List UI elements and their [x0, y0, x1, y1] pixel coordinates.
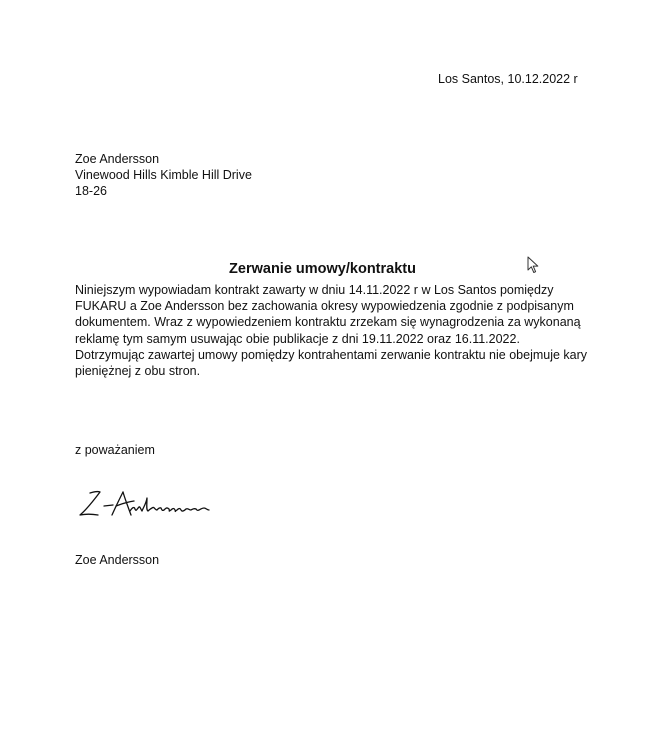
- body-line: pieniężnej z obu stron.: [75, 364, 201, 379]
- sender-street: Vinewood Hills Kimble Hill Drive: [75, 168, 252, 182]
- body-line: Dotrzymując zawartej umowy pomiędzy kontrahentami zerwanie kontraktu nie obejmuje kary: [75, 347, 588, 362]
- letter-title: Zerwanie umowy/kontraktu: [229, 261, 416, 277]
- sender-address-block: [75, 151, 252, 199]
- letter-body: [75, 282, 588, 379]
- body-line: Niniejszym wypowiadam kontrakt zawarty w dniu 14.11.2022 r w Los Santos pomiędzy: [75, 283, 554, 297]
- body-line: dokumentem. Wraz z wypowiedzeniem kontraktu zrzekam się wynagrodzenia za wykonaną: [75, 315, 581, 330]
- body-line: FUKARU a Zoe Andersson bez zachowania okresy wypowiedzenia zgodnie z podpisanym: [75, 299, 574, 314]
- handwritten-signature: [76, 484, 216, 524]
- mouse-pointer-icon: [527, 256, 541, 274]
- sender-house-number: 18-26: [75, 184, 107, 198]
- closing-phrase: z poważaniem: [75, 443, 155, 457]
- sender-name: Zoe Andersson: [75, 152, 160, 166]
- body-line: reklamę tym samym usuwając obie publikacje z dni 19.11.2022 oraz 16.11.2022.: [75, 331, 520, 346]
- place-and-date: Los Santos, 10.12.2022 r: [438, 72, 578, 86]
- signer-name: Zoe Andersson: [75, 553, 160, 567]
